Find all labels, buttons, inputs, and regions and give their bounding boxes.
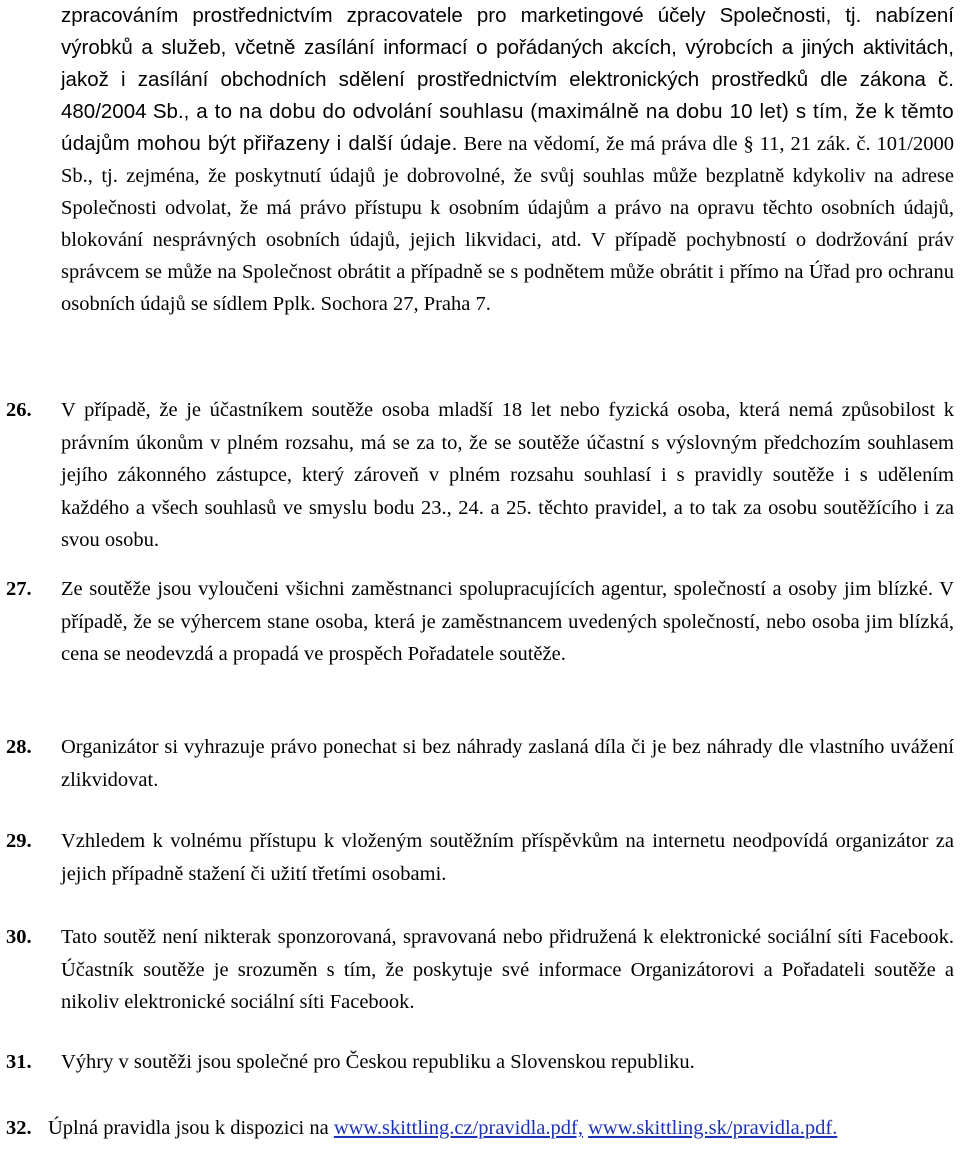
continuation-text-mixed: , a to na dobu do odvolání souhlasu (maximálně na dobu 10 let) s tím, že k těmto údajům mohou být přiřazeny i další údaje. xyxy=(61,100,954,155)
rule-number: 28. xyxy=(6,736,32,758)
rule-text xyxy=(48,1112,954,1145)
paragraph-25-continuation xyxy=(61,0,954,320)
continuation-text-serif-3: V případě pochybností o dodržování práv správcem se může na Společnost obrátit a případně se s podnětem může obrátit i přímo na Úřad pro ochranu osobních údajů se sídlem Pplk. Sochora 27, Praha 7. xyxy=(61,229,954,315)
rule-number: 27. xyxy=(6,578,32,600)
rule-text: Vzhledem k volnému přístupu k vloženým soutěžním příspěvkům na internetu neodpovídá organizátor za jejich případně stažení či užití třetími osobami. xyxy=(61,830,954,885)
rule-text: Tato soutěž není nikterak sponzorovaná, spravovaná nebo přidružená k elektronické sociální síti Facebook. Účastník soutěže je srozuměn s tím, že poskytuje své informace Organizátorovi a Pořadateli soutěže a nikoliv elektronické sociální síti Facebook. xyxy=(61,926,954,1013)
rule-text-intro: Úplná pravidla jsou k dispozici na xyxy=(48,1117,334,1139)
rule-number: 31. xyxy=(6,1051,32,1073)
rule-text: Ze soutěže jsou vyloučeni všichni zaměstnanci spolupracujících agentur, společností a osoby jim blízké. V případě, že se výhercem stane osoba, která je zaměstnancem uvedených společností, nebo osoba jim blízká, cena se neodevzdá a propadá ve prospěch Pořadatele soutěže. xyxy=(61,578,954,665)
rule-text: V případě, že je účastníkem soutěže osoba mladší 18 let nebo fyzická osoba, která nemá způsobilost k právním úkonům v plném rozsahu, má se za to, že se soutěže účastní s výslovným předchozím souhlasem jejího zákonného zástupce, který zároveň v plném rozsahu souhlasí i s pravidly soutěže i s udělením každého a všech souhlasů ve smyslu bodu 23., 24. a 25. těchto pravidel, a to tak za osobu soutěžícího i za svou osobu. xyxy=(61,399,954,551)
continuation-text-serif-1: Bere na vědomí, že má práva dle § 11, 21 zák. č. 101/2000 Sb., tj. xyxy=(61,133,954,187)
rule-number: 32. xyxy=(6,1117,32,1139)
rule-number: 26. xyxy=(6,399,32,421)
rules-link-sk[interactable]: www.skittling.sk/pravidla.pdf. xyxy=(588,1117,838,1139)
rule-text: Výhry v soutěži jsou společné pro Českou republiku a Slovenskou republiku. xyxy=(61,1051,695,1073)
continuation-text-serif-2: zejména, že poskytnutí údajů je dobrovolné, že svůj souhlas může bezplatně kdykoliv na adrese Společnosti odvolat, že má právo přístupu k osobním údajům a právo na opravu těchto osobních údajů, blokování nesprávných osobních údajů, jejich likvidaci, atd. xyxy=(61,165,955,251)
rules-link-cz[interactable]: www.skittling.cz/pravidla.pdf, xyxy=(333,1117,583,1139)
continuation-text-sans: zpracováním prostřednictvím zpracovatele pro marketingové účely Společnosti, tj. nabízení výrobků a služeb, včetně zasílání informací o pořádaných akcích, výrobcích a jiných aktivitách, jakož i zasílání obchodních sdělení prostřednictvím elektronických prostředků dle zákona č. 480/2004 Sb. xyxy=(61,4,954,123)
rule-text: Organizátor si vyhrazuje právo ponechat si bez náhrady zaslaná díla či je bez náhrady dle vlastního uvážení zlikvidovat. xyxy=(61,736,954,791)
rule-number: 29. xyxy=(6,830,32,852)
rule-number: 30. xyxy=(6,926,32,948)
